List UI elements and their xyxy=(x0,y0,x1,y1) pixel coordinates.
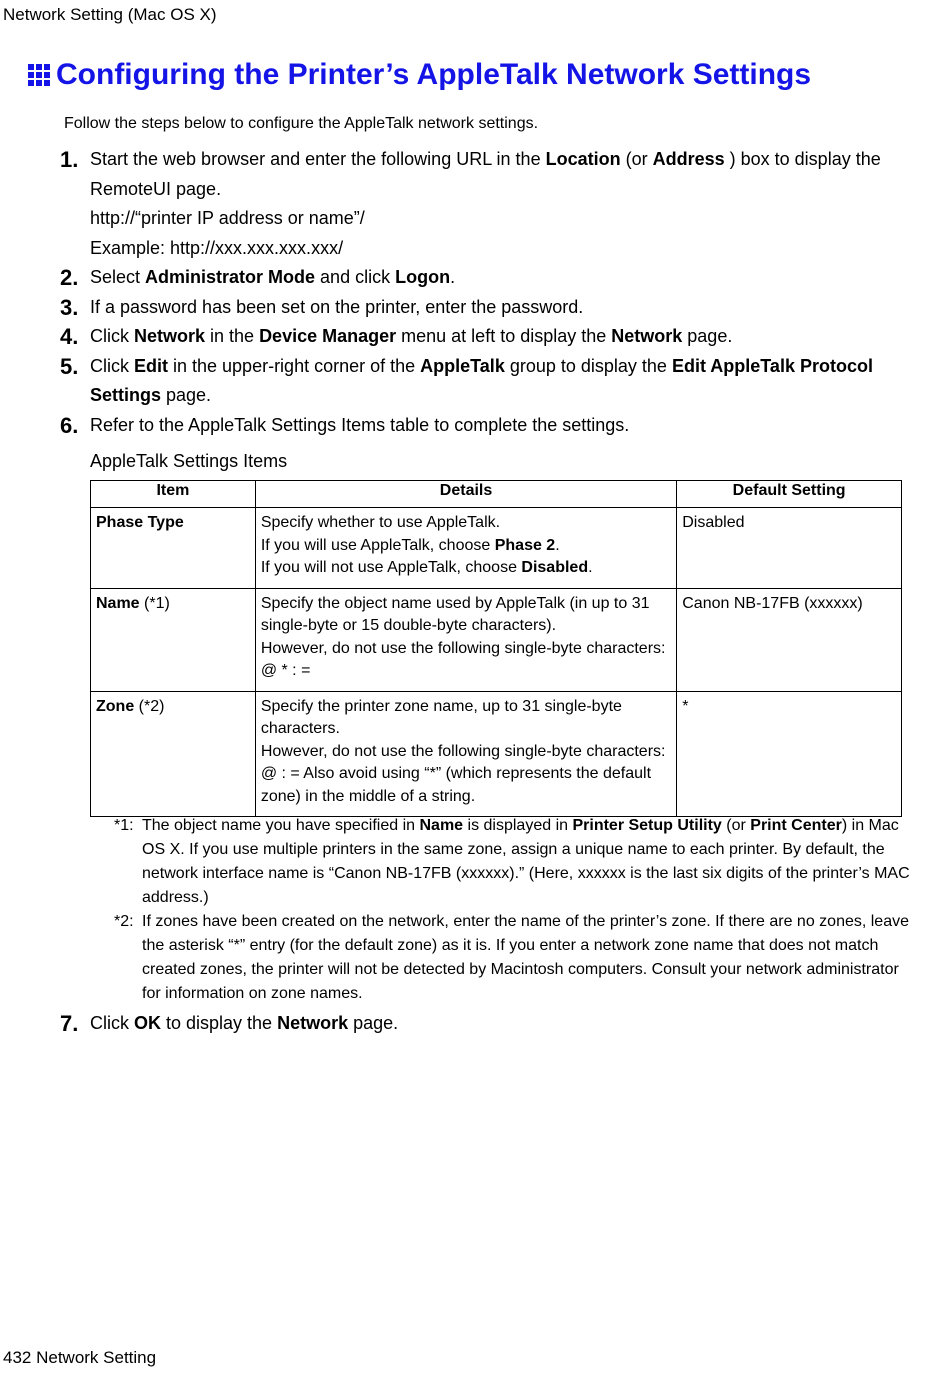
column-header: Item xyxy=(91,481,256,508)
bold-term: Network xyxy=(277,1013,349,1033)
bold-term: Network xyxy=(134,326,206,346)
text-run: . xyxy=(450,267,456,287)
step-text xyxy=(90,145,920,204)
bold-term: OK xyxy=(134,1013,161,1033)
text-run: Select xyxy=(90,267,146,287)
text-run: page. xyxy=(161,385,212,405)
step-item xyxy=(60,322,920,352)
text-run: Click xyxy=(90,1013,134,1033)
footnote-marker: *2: xyxy=(114,913,134,930)
step-text xyxy=(90,1009,398,1039)
step-7 xyxy=(60,1009,398,1039)
intro-text: Follow the steps below to configure the AppleTalk network settings. xyxy=(64,115,539,132)
bold-term: Name xyxy=(96,594,140,612)
text-run: Specify the object name used by AppleTalk (in up to 31 single-byte or 15 double-byte characters). xyxy=(260,594,650,634)
step-text xyxy=(90,204,920,234)
text-run: Example: http://xxx.xxx.xxx.xxx/ xyxy=(90,237,344,258)
bold-term: Phase Type xyxy=(96,514,184,531)
page-footer: 432 Network Setting xyxy=(3,1348,157,1367)
details-line xyxy=(261,535,671,558)
item-cell xyxy=(91,691,256,817)
bold-term: Disabled xyxy=(521,559,589,576)
step-item xyxy=(60,352,920,411)
step-number xyxy=(60,234,90,264)
step-text xyxy=(90,352,920,411)
bold-term: Name xyxy=(419,817,464,834)
bold-term: Edit xyxy=(134,355,168,376)
text-run: . xyxy=(555,536,560,554)
details-line xyxy=(261,638,671,683)
steps-list xyxy=(60,145,920,440)
text-run: If you will not use AppleTalk, choose xyxy=(260,559,522,576)
bold-term: Administrator Mode xyxy=(145,267,316,287)
step-item xyxy=(60,145,920,204)
footnote xyxy=(114,814,914,910)
bold-term: Edit AppleTalk Protocol Settings xyxy=(90,355,873,405)
details-line xyxy=(261,696,671,741)
table-row xyxy=(91,691,902,817)
text-run: menu at left to display the xyxy=(396,326,612,346)
details-cell xyxy=(255,588,676,691)
bold-term: Logon xyxy=(395,267,451,287)
text-run: Specify the printer zone name, up to 31 single-byte characters. xyxy=(260,697,622,737)
text-run: in the xyxy=(205,326,260,346)
bold-term: Address xyxy=(652,149,725,169)
column-header: Details xyxy=(255,481,676,508)
footnote xyxy=(114,910,914,1006)
step-text xyxy=(90,263,920,293)
step-number: 7. xyxy=(60,1011,79,1036)
text-run: http://“printer IP address or name”/ xyxy=(90,208,365,228)
details-line xyxy=(261,512,671,535)
step-item xyxy=(60,293,920,323)
step-item xyxy=(60,204,920,234)
step-number: 1. xyxy=(60,147,79,172)
text-run: ) in Mac OS X. If you use multiple printers in the same zone, assign a unique name to each printer. By default, the network interface name is “Canon NB-17FB (xxxxxx).” (Here, xxxxxx is the last six digits of the printer’s MAC address.) xyxy=(142,817,910,906)
step-number: 3. xyxy=(60,294,79,320)
settings-table xyxy=(90,480,902,817)
step-text xyxy=(90,411,920,441)
step-number: 6. xyxy=(60,412,79,438)
footnotes xyxy=(114,814,914,1006)
step-number: 5. xyxy=(60,353,79,379)
details-line xyxy=(261,741,671,809)
footnote-text xyxy=(142,910,914,1006)
bold-term: Print Center xyxy=(750,817,842,834)
text-run: (or xyxy=(721,817,751,834)
text-run: The object name you have specified in xyxy=(142,817,420,834)
text-run: in the upper-right corner of the xyxy=(168,355,421,376)
text-run: However, do not use the following single-byte characters: @ * : = xyxy=(260,639,666,679)
item-cell xyxy=(91,588,256,691)
step-number: 2. xyxy=(60,265,79,290)
step-text xyxy=(90,322,920,352)
step-number: 4. xyxy=(60,324,79,349)
details-cell xyxy=(255,508,676,589)
section-heading xyxy=(28,58,811,92)
details-cell xyxy=(255,691,676,817)
details-line xyxy=(261,557,671,580)
text-run: (or xyxy=(620,149,653,169)
text-run: . xyxy=(588,559,593,576)
text-run: Refer to the AppleTalk Settings Items table to complete the settings. xyxy=(90,414,630,435)
text-run: If zones have been created on the network, enter the name of the printer’s zone. If there are no zones, leave the asterisk “*” entry (for the default zone) as it is. If you enter a network zone name that does not match created zones, the printer will not be detected by Macintosh computers. Consult your network administrator for information on zone names. xyxy=(142,913,909,1002)
step-text xyxy=(90,293,920,323)
text-run: If a password has been set on the printer, enter the password. xyxy=(90,296,584,317)
table-caption: AppleTalk Settings Items xyxy=(90,451,288,471)
default-cell: Disabled xyxy=(677,508,902,589)
running-header: Network Setting (Mac OS X) xyxy=(3,5,217,24)
default-cell: * xyxy=(677,691,902,817)
text-run: group to display the xyxy=(504,355,672,376)
bold-term: Zone xyxy=(96,697,135,715)
footnote-marker: *1: xyxy=(114,817,134,834)
text-run: to display the xyxy=(161,1013,278,1033)
text-run: Click xyxy=(90,355,134,376)
step-number xyxy=(60,204,90,234)
section-title: Configuring the Printer’s AppleTalk Network Settings xyxy=(56,58,812,91)
step-item xyxy=(60,234,920,264)
text-run: However, do not use the following single-byte characters: @ : = Also avoid using “*” (which represents the default zone) in the middle of a string. xyxy=(260,742,666,805)
step-text xyxy=(90,234,920,264)
bold-term: Location xyxy=(545,149,621,169)
table-header-row xyxy=(91,481,902,508)
bold-term: Network xyxy=(611,326,683,346)
text-run: (*1) xyxy=(139,594,170,612)
text-run: ) box to display the RemoteUI page. xyxy=(90,149,881,199)
text-run: Click xyxy=(90,326,134,346)
details-line xyxy=(261,593,671,638)
text-run: Specify whether to use AppleTalk. xyxy=(260,514,501,531)
bold-term: Phase 2 xyxy=(494,536,556,554)
default-cell: Canon NB-17FB (xxxxxx) xyxy=(677,588,902,691)
table-row xyxy=(91,588,902,691)
item-cell xyxy=(91,508,256,589)
table-row xyxy=(91,508,902,589)
text-run: (*2) xyxy=(134,697,165,715)
text-run: Start the web browser and enter the following URL in the xyxy=(90,149,546,169)
bold-term: Printer Setup Utility xyxy=(572,817,722,834)
text-run: page. xyxy=(348,1013,399,1033)
text-run: page. xyxy=(682,326,733,346)
text-run: is displayed in xyxy=(463,817,573,834)
text-run: and click xyxy=(315,267,396,287)
bold-term: AppleTalk xyxy=(420,355,505,376)
step-item xyxy=(60,263,920,293)
footnote-text xyxy=(142,814,914,910)
column-header: Default Setting xyxy=(677,481,902,508)
grid-bullet-icon xyxy=(28,64,50,86)
step-item xyxy=(60,1009,398,1039)
text-run: If you will use AppleTalk, choose xyxy=(260,536,495,554)
bold-term: Device Manager xyxy=(259,326,397,346)
step-item xyxy=(60,411,920,441)
